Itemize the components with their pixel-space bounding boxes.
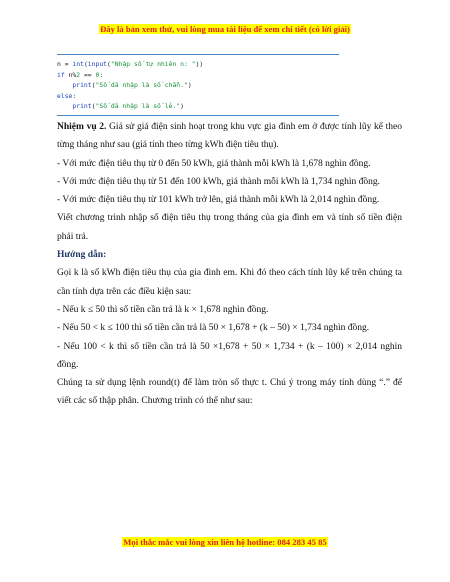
guide-note: Chúng ta sử dụng lệnh round(t) để làm tròn số thực t. Chú ý trong máy tính dùng “.” để viết các số thập phân. Chương trình có thể như sau: bbox=[57, 378, 402, 407]
guide-intro: Gọi k là số kWh điện tiêu thụ của gia đình em. Khi đó theo cách tính lũy kế trên chúng ta cần tính dựa trên các điều kiện sau: bbox=[57, 268, 402, 297]
code-line-4: else: bbox=[57, 91, 77, 100]
preview-notice-text: Đây là bản xem thử, vui lòng mua tài liệu để xem chi tiết (có lời giải) bbox=[100, 24, 350, 34]
hotline-banner bbox=[0, 537, 450, 547]
task-request: Viết chương trình nhập số điện tiêu thụ trong tháng của gia đình em và tính số tiền điện phải trả. bbox=[57, 213, 402, 242]
task-intro: Giả sử giá điện sinh hoạt trong khu vực gia đình em ở được tính lũy kế theo từng tháng như sau (giá tính theo từng kWh điện tiêu thụ). bbox=[57, 122, 402, 151]
guide-case-3: - Nếu 100 < k thì số tiền cần trả là 50 ×1,678 + 50 × 1,734 + (k – 100) × 2,014 nghìn đồng. bbox=[57, 341, 402, 370]
task-paragraph bbox=[57, 118, 402, 155]
task-label: Nhiệm vụ 2. bbox=[57, 122, 107, 132]
code-line-2: if n%2 == 0: bbox=[57, 70, 104, 79]
guide-heading: Hướng dẫn: bbox=[57, 250, 107, 261]
code-line-1: n = int(input("Nhập số tự nhiên n: ")) bbox=[57, 60, 204, 68]
guide-case-1: - Nếu k ≤ 50 thì số tiền cần trả là k × 1,678 nghìn đồng. bbox=[57, 304, 269, 315]
code-line-3: print("Số đã nhập là số chẵn.") bbox=[72, 81, 192, 90]
task-item-2: - Với mức điện tiêu thụ từ 51 đến 100 kWh, giá thành mỗi kWh là 1,734 nghìn đồng. bbox=[57, 176, 381, 187]
document-body bbox=[57, 118, 402, 411]
guide-case-2: - Nếu 50 < k ≤ 100 thì số tiền cần trả là 50 × 1,678 + (k – 50) × 1,734 nghìn đồng. bbox=[57, 323, 370, 334]
code-block bbox=[57, 54, 339, 116]
hotline-text: Mọi thắc mắc vui lòng xin liên hệ hotline: 084 283 45 85 bbox=[123, 537, 327, 547]
task-item-3: - Với mức điện tiêu thụ từ 101 kWh trở lên, giá thành mỗi kWh là 2,014 nghìn đồng. bbox=[57, 195, 380, 206]
preview-notice-banner bbox=[0, 24, 450, 34]
code-line-5: print("Số đã nhập là số lẻ.") bbox=[72, 102, 185, 111]
task-item-1: - Với mức điện tiêu thụ từ 0 đến 50 kWh, giá thành mỗi kWh là 1,678 nghìn đồng. bbox=[57, 158, 371, 169]
